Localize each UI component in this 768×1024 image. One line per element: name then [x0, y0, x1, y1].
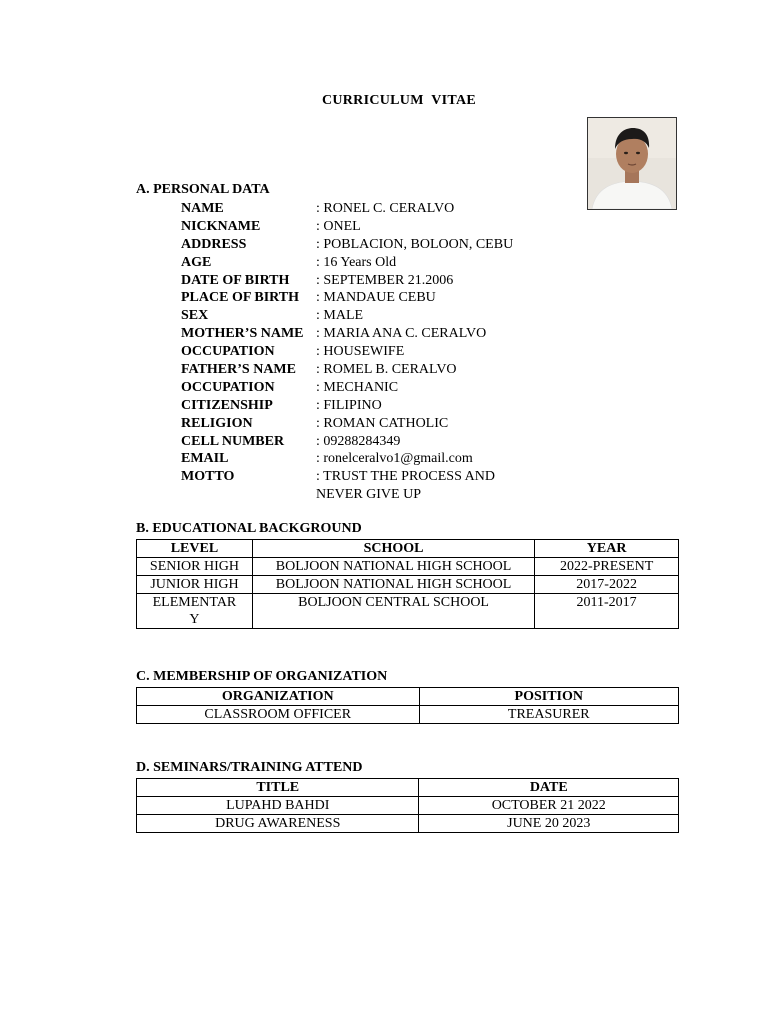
- personal-label: OCCUPATION: [181, 379, 275, 395]
- table-cell: BOLJOON NATIONAL HIGH SCHOOL: [252, 558, 534, 576]
- personal-data-heading: A. PERSONAL DATA: [136, 182, 270, 197]
- personal-label: PLACE OF BIRTH: [181, 290, 300, 306]
- personal-value: : 16 Years Old: [316, 254, 397, 270]
- document-title: CURRICULUM VITAE: [321, 93, 477, 108]
- table-cell: JUNE 20 2023: [419, 815, 679, 833]
- table-cell: 2011-2017: [535, 594, 679, 629]
- table-row: [137, 576, 679, 594]
- personal-value: : HOUSEWIFE: [316, 344, 405, 360]
- table-row: [137, 594, 679, 629]
- personal-value: : TRUST THE PROCESS AND: [316, 469, 495, 485]
- table-header-cell: DATE: [419, 779, 679, 797]
- table-cell: OCTOBER 21 2022: [419, 797, 679, 815]
- table-cell: LUPAHD BAHDI: [137, 797, 419, 815]
- profile-photo-image: [588, 118, 676, 209]
- personal-value: : POBLACION, BOLOON, CEBU: [316, 236, 514, 252]
- table-row: [137, 815, 679, 833]
- personal-value: : MECHANIC: [316, 379, 399, 395]
- personal-label: DATE OF BIRTH: [181, 272, 290, 288]
- table-header-cell: YEAR: [535, 540, 679, 558]
- education-heading: B. EDUCATIONAL BACKGROUND: [136, 521, 362, 536]
- personal-label: NAME: [181, 201, 224, 216]
- personal-label: AGE: [181, 254, 212, 270]
- personal-label: EMAIL: [181, 451, 229, 467]
- membership-table: [136, 687, 679, 724]
- table-header-row: [137, 688, 679, 706]
- personal-value: : ronelceralvo1@gmail.com: [316, 451, 473, 467]
- table-cell: ELEMENTAR Y: [137, 594, 253, 629]
- table-cell: DRUG AWARENESS: [137, 815, 419, 833]
- personal-label: RELIGION: [181, 415, 253, 431]
- personal-label: MOTHER’S NAME: [181, 326, 304, 342]
- personal-value: : ONEL: [316, 218, 361, 234]
- personal-label: OCCUPATION: [181, 344, 275, 360]
- personal-value: : FILIPINO: [316, 397, 382, 413]
- personal-label: CITIZENSHIP: [181, 397, 273, 413]
- profile-photo: [587, 117, 677, 210]
- personal-value: : MARIA ANA C. CERALVO: [316, 326, 487, 342]
- personal-value: : MANDAUE CEBU: [316, 290, 436, 306]
- personal-label: MOTTO: [181, 469, 235, 485]
- table-row: [137, 797, 679, 815]
- table-cell: BOLJOON NATIONAL HIGH SCHOOL: [252, 576, 534, 594]
- table-header-cell: TITLE: [137, 779, 419, 797]
- education-table: [136, 539, 679, 629]
- personal-label: SEX: [181, 308, 209, 324]
- personal-value-continued: NEVER GIVE UP: [316, 487, 421, 503]
- personal-value: : ROMAN CATHOLIC: [316, 415, 449, 431]
- table-cell: 2022-PRESENT: [535, 558, 679, 576]
- personal-label: CELL NUMBER: [181, 433, 285, 449]
- personal-label: NICKNAME: [181, 218, 261, 234]
- table-cell: 2017-2022: [535, 576, 679, 594]
- personal-value: : ROMEL B. CERALVO: [316, 362, 457, 378]
- table-row: [137, 558, 679, 576]
- table-header-cell: ORGANIZATION: [137, 688, 420, 706]
- seminars-table: [136, 778, 679, 833]
- table-header-cell: SCHOOL: [252, 540, 534, 558]
- table-header-cell: POSITION: [419, 688, 679, 706]
- table-cell: BOLJOON CENTRAL SCHOOL: [252, 594, 534, 629]
- membership-heading: C. MEMBERSHIP OF ORGANIZATION: [136, 669, 388, 684]
- personal-value: : RONEL C. CERALVO: [316, 201, 455, 216]
- table-row: [137, 706, 679, 724]
- personal-value: : MALE: [316, 308, 364, 324]
- table-header-row: [137, 540, 679, 558]
- table-cell: JUNIOR HIGH: [137, 576, 253, 594]
- personal-value: : 09288284349: [316, 433, 401, 449]
- table-header-cell: LEVEL: [137, 540, 253, 558]
- table-cell: CLASSROOM OFFICER: [137, 706, 420, 724]
- personal-label: FATHER’S NAME: [181, 362, 296, 378]
- table-cell: TREASURER: [419, 706, 679, 724]
- personal-value: : SEPTEMBER 21.2006: [316, 272, 454, 288]
- table-cell: SENIOR HIGH: [137, 558, 253, 576]
- table-header-row: [137, 779, 679, 797]
- personal-label: ADDRESS: [181, 236, 247, 252]
- seminars-heading: D. SEMINARS/TRAINING ATTEND: [136, 760, 363, 775]
